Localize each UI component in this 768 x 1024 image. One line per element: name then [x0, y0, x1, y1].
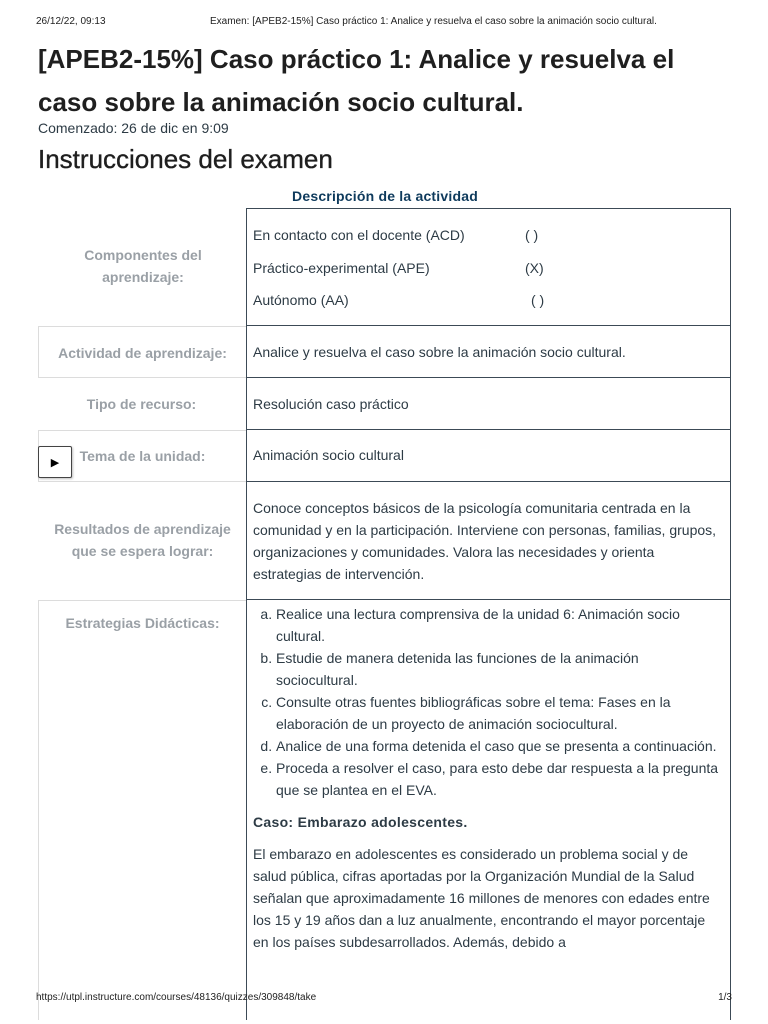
case-body: El embarazo en adolescentes es considerado un problema social y de salud pública, cifras aportadas por la Organización Mundial de la Salud señalan que aproximadamente 16 millones de menores con edades entre los 15 y 19 años dan a luz anualmente, encontrando el mayor porcentaje en los países subdesarrollados. Además, debido a — [253, 846, 710, 950]
table-caption: Descripción de la actividad — [292, 188, 478, 204]
outcomes-text: Conoce conceptos básicos de la psicología comunitaria centrada en la comunidad y en la participación. Interviene con personas, familias, grupos, organizaciones y comunidades. Valora las necesidades y orienta estrategias de intervención. — [253, 500, 717, 582]
list-item: e. Proceda a resolver el caso, para esto debe dar respuesta a la pregunta que se plantea en el EVA. — [276, 757, 722, 801]
row-label — [38, 482, 245, 600]
component-ape-mark: (X) — [525, 260, 544, 276]
resource-value — [246, 378, 731, 430]
case-title: Caso: Embarazo adolescentes. — [253, 814, 468, 830]
row-label — [38, 208, 245, 326]
table-row-unit-topic — [38, 430, 732, 482]
media-play-button[interactable] — [38, 446, 72, 478]
activity-text: Analice y resuelva el caso sobre la animación socio cultural. — [253, 344, 626, 360]
components-value — [246, 208, 731, 326]
table-row-activity — [38, 326, 732, 378]
list-item: a. Realice una lectura comprensiva de la unidad 6: Animación socio cultural. — [276, 603, 722, 647]
strategies-label: Estrategias Didácticas: — [65, 615, 220, 631]
print-url: https://utpl.instructure.com/courses/48136/quizzes/309848/take — [36, 992, 317, 1003]
play-icon: ▶ — [50, 456, 60, 469]
component-acd-mark: ( ) — [525, 227, 539, 243]
list-item: c. Consulte otras fuentes bibliográficas sobre el tema: Fases en la elaboración de un proyecto de animación sociocultural. — [276, 691, 722, 735]
quiz-title: [APEB2-15%] Caso práctico 1: Analice y resuelva el caso sobre la animación socio cultural. — [38, 44, 675, 117]
resource-text: Resolución caso práctico — [253, 396, 409, 412]
print-footer — [36, 992, 732, 1006]
component-aa-label: Autónomo (AA) — [253, 292, 349, 308]
activity-label: Actividad de aprendizaje: — [58, 345, 227, 361]
row-label — [38, 600, 246, 1020]
unit-topic-value — [246, 430, 731, 482]
unit-topic-label: Tema de la unidad: — [79, 448, 206, 464]
component-aa-mark: ( ) — [531, 292, 545, 308]
print-datetime: 26/12/22, 09:13 — [36, 16, 106, 27]
strategies-list — [253, 603, 722, 801]
row-label — [38, 378, 245, 430]
component-ape-label: Práctico-experimental (APE) — [253, 260, 430, 276]
resource-label: Tipo de recurso: — [86, 396, 197, 412]
outcomes-value — [246, 482, 731, 600]
components-label: Componentes del aprendizaje: — [84, 247, 202, 285]
instructions-heading: Instrucciones del examen — [38, 144, 333, 174]
table-row-strategies — [38, 600, 732, 1020]
row-label — [38, 326, 246, 378]
page-number: 1/3 — [718, 992, 732, 1003]
quiz-started-at: Comenzado: 26 de dic en 9:09 — [38, 120, 229, 136]
table-row-outcomes — [38, 482, 732, 600]
component-acd-label: En contacto con el docente (ACD) — [253, 227, 465, 243]
unit-topic-text: Animación socio cultural — [253, 447, 404, 463]
table-row-components — [38, 208, 732, 326]
print-document-title: Examen: [APEB2-15%] Caso práctico 1: Analice y resuelva el caso sobre la animación socio cultural. — [210, 16, 657, 27]
table-row-resource — [38, 378, 732, 430]
outcomes-label: Resultados de aprendizaje que se espera lograr: — [54, 521, 231, 559]
list-item: d. Analice de una forma detenida el caso que se presenta a continuación. — [276, 735, 722, 757]
list-item: b. Estudie de manera detenida las funciones de la animación sociocultural. — [276, 647, 722, 691]
strategies-value — [246, 600, 731, 1020]
print-header — [36, 16, 732, 30]
activity-value — [246, 326, 731, 378]
